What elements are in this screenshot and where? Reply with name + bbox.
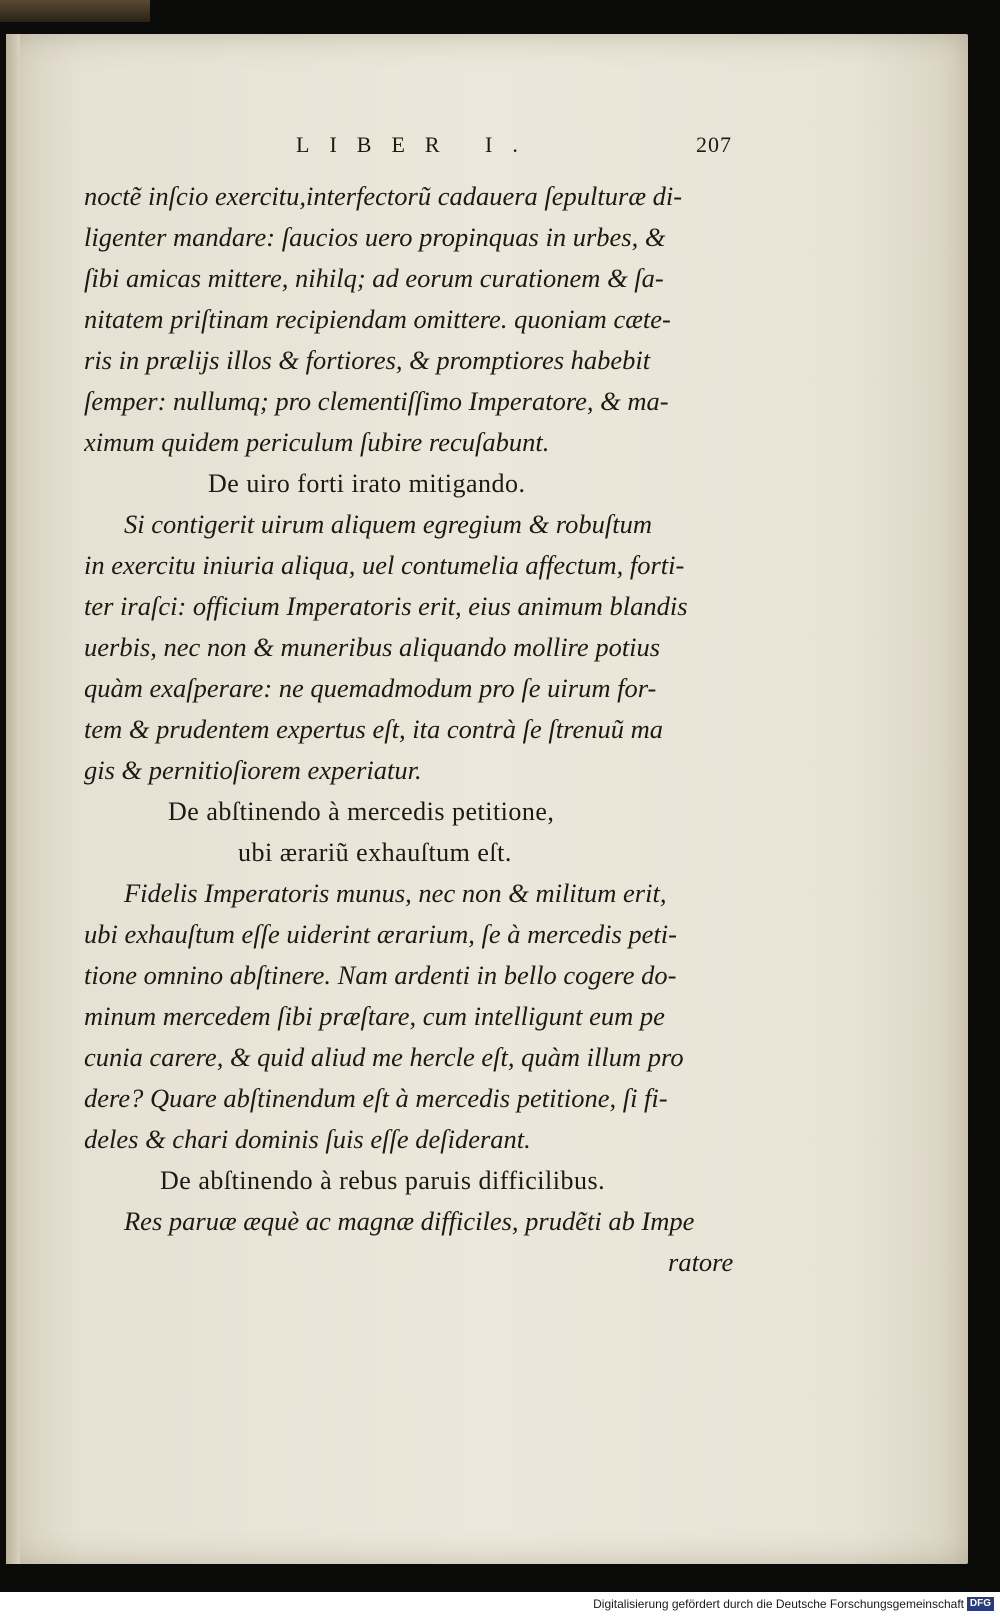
body-text — [84, 176, 754, 1283]
text-line: ratore — [668, 1247, 734, 1277]
text-line: ſemper: nullumq; pro clementiſſimo Imperatore, & ma- — [84, 386, 669, 416]
page-number: 207 — [696, 132, 732, 157]
text-line: noctẽ inſcio exercitu,interfectorũ cadauera ſepulturæ di- — [84, 181, 683, 211]
text-line: dere? Quare abſtinendum eſt à mercedis petitione, ſi fi- — [84, 1083, 668, 1113]
section-heading-line: ubi ærariũ exhauſtum eſt. — [238, 838, 512, 867]
binding-spine — [0, 0, 150, 22]
dfg-logo: DFG — [967, 1597, 994, 1611]
text-line: Si contigerit uirum aliquem egregium & robuſtum — [124, 509, 652, 539]
page-gutter — [6, 34, 20, 1564]
text-line: tem & prudentem expertus eſt, ita contrà ſe ſtrenuũ ma — [84, 714, 663, 744]
text-line: ximum quidem periculum ſubire recuſabunt. — [84, 427, 550, 457]
section-heading-line: De uiro forti irato mitigando. — [208, 469, 526, 498]
running-title: LIBER I. — [296, 132, 538, 157]
text-line: ter iraſci: officium Imperatoris erit, eius animum blandis — [84, 591, 688, 621]
text-line: gis & pernitioſiorem experiatur. — [84, 755, 422, 785]
text-line: in exercitu iniuria aliqua, uel contumelia affectum, forti- — [84, 550, 685, 580]
text-line: minum mercedem ſibi præſtare, cum intelligunt eum pe — [84, 1001, 665, 1031]
section-heading-line: De abſtinendo à mercedis petitione, — [168, 797, 555, 826]
text-line: Fidelis Imperatoris munus, nec non & militum erit, — [124, 878, 667, 908]
text-line: quàm exaſperare: ne quemadmodum pro ſe uirum for- — [84, 673, 657, 703]
text-line: ris in prælijs illos & fortiores, & promptiores habebit — [84, 345, 651, 375]
text-line: ubi exhauſtum eſſe uiderint ærarium, ſe à mercedis peti- — [84, 919, 677, 949]
text-line: tione omnino abſtinere. Nam ardenti in bello cogere do- — [84, 960, 677, 990]
text-line: cunia carere, & quid aliud me hercle eſt, quàm illum pro — [84, 1042, 684, 1072]
section-heading-line: De abſtinendo à rebus paruis difficilibus. — [160, 1166, 606, 1195]
text-line: ligenter mandare: ſaucios uero propinquas in urbes, & — [84, 222, 666, 252]
page-header — [0, 132, 1000, 162]
text-line: nitatem priſtinam recipiendam omittere. quoniam cæte- — [84, 304, 671, 334]
text-line: ſibi amicas mittere, nihilq; ad eorum curationem & ſa- — [84, 263, 664, 293]
text-line: Res paruæ æquè ac magnæ difficiles, prudẽti ab Impe — [124, 1206, 695, 1236]
digitization-credit: Digitalisierung gefördert durch die Deutsche Forschungsgemeinschaft — [593, 1597, 964, 1611]
footer-bar — [0, 1592, 1000, 1617]
text-line: deles & chari dominis ſuis eſſe deſiderant. — [84, 1124, 531, 1154]
text-line: uerbis, nec non & muneribus aliquando mollire potius — [84, 632, 661, 662]
